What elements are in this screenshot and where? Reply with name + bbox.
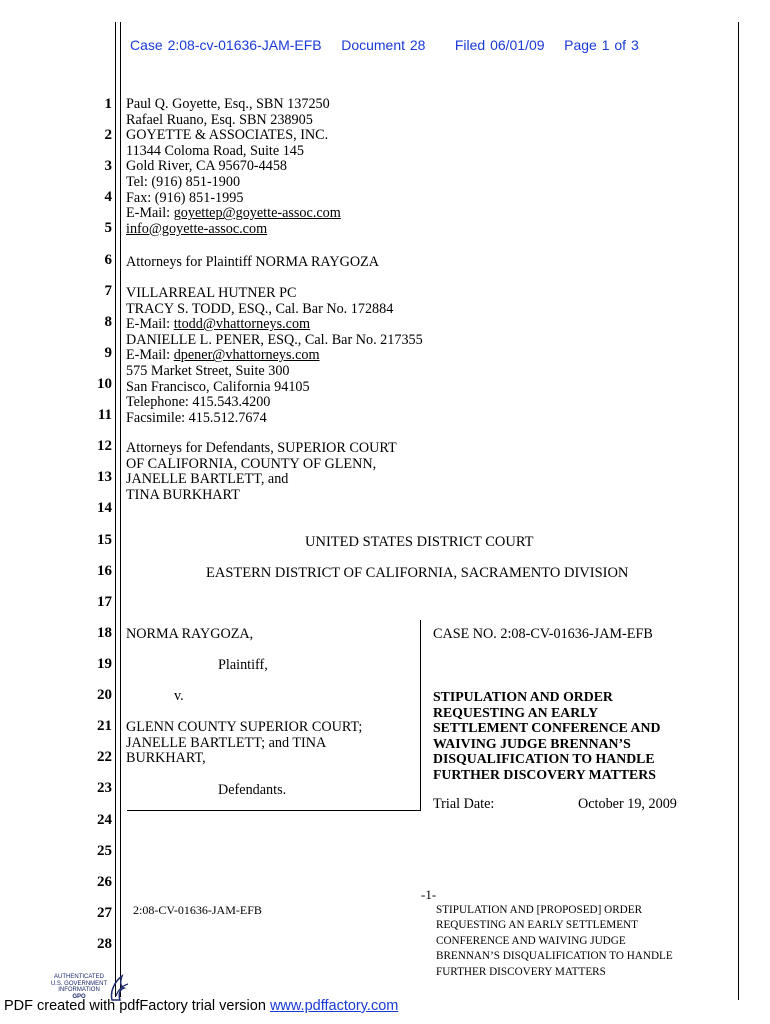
defense-attorney-1: TRACY S. TODD, ESQ., Cal. Bar No. 172884: [126, 300, 394, 317]
email-link-dpener[interactable]: dpener@vhattorneys.com: [173, 347, 320, 364]
caption-horizontal-rule: [127, 810, 421, 811]
line-number: 24: [97, 812, 112, 828]
footer-doc-title: [436, 903, 673, 980]
attorneys-for-line: JANELLE BARTLETT, and: [126, 471, 289, 488]
page-marker: -1-: [421, 887, 437, 902]
title-line: WAIVING JUDGE BRENNAN’S: [433, 735, 631, 751]
counsel-line: Tel: (916) 851-1900: [126, 173, 241, 190]
line-number: 1: [104, 96, 112, 112]
email-label: E-Mail:: [126, 316, 174, 333]
right-margin-rule: [738, 22, 739, 1000]
line-number: 13: [97, 469, 112, 485]
line-number: 9: [104, 345, 112, 361]
document-title: [433, 689, 660, 783]
footer-title-line: STIPULATION AND [PROPOSED] ORDER: [436, 904, 643, 916]
email-label: E-Mail:: [126, 205, 174, 222]
counsel-line: Paul Q. Goyette, Esq., SBN 137250: [126, 96, 330, 112]
line-number: 6: [104, 252, 112, 268]
defendant-line: GLENN COUNTY SUPERIOR COURT;: [126, 719, 363, 735]
header-case: Case 2:08-cv-01636-JAM-EFB: [130, 37, 322, 53]
line-number: 5: [104, 220, 112, 236]
defense-address-1: 575 Market Street, Suite 300: [126, 362, 290, 379]
line-number: 23: [97, 780, 112, 796]
line-number: 17: [97, 594, 112, 610]
counsel-line: Fax: (916) 851-1995: [126, 189, 244, 206]
counsel-line: Rafael Ruano, Esq. SBN 238905: [126, 111, 313, 128]
plaintiff-counsel-block: [126, 97, 341, 237]
defendant-line: BURKHART,: [126, 750, 206, 767]
header-page: Page 1 of 3: [564, 37, 639, 53]
line-number: 7: [104, 283, 112, 299]
left-margin-rule-2: [120, 22, 121, 997]
defense-attorney-2: DANIELLE L. PENER, ESQ., Cal. Bar No. 217355: [126, 331, 423, 348]
defense-facsimile: Facsimile: 415.512.7674: [126, 409, 267, 426]
line-number: 15: [97, 532, 112, 548]
line-number: 19: [97, 656, 112, 672]
email-link-info[interactable]: info@goyette-assoc.com: [126, 220, 268, 237]
attorneys-for-line: TINA BURKHART: [126, 486, 240, 503]
pdf-trial-banner: [4, 998, 398, 1014]
left-margin-rule-1: [115, 22, 116, 997]
caption-versus: v.: [174, 688, 184, 704]
line-number: 21: [97, 718, 112, 734]
defense-counsel-block: [126, 286, 423, 426]
court-district: EASTERN DISTRICT OF CALIFORNIA, SACRAMENTO DIVISION: [206, 565, 629, 581]
line-number: 27: [97, 905, 112, 921]
title-line: DISQUALIFICATION TO HANDLE: [433, 751, 655, 767]
header-document: Document 28: [341, 37, 426, 53]
seal-line: AUTHENTICATED: [54, 974, 104, 980]
caption-vertical-rule: [420, 620, 421, 810]
email-link-ttodd[interactable]: ttodd@vhattorneys.com: [173, 316, 311, 333]
line-number: 22: [97, 749, 112, 765]
line-number: 20: [97, 687, 112, 703]
court-name: UNITED STATES DISTRICT COURT: [305, 534, 534, 550]
counsel-email-line: [126, 348, 423, 364]
line-number: 8: [104, 314, 112, 330]
pdffactory-link[interactable]: www.pdffactory.com: [269, 998, 399, 1014]
counsel-line: Gold River, CA 95670-4458: [126, 158, 288, 175]
title-line: SETTLEMENT CONFERENCE AND: [433, 720, 661, 736]
line-number: 18: [97, 625, 112, 641]
defense-attorneys-for: [126, 441, 397, 503]
case-number: CASE NO. 2:08-CV-01636-JAM-EFB: [433, 626, 653, 642]
title-line: REQUESTING AN EARLY: [433, 704, 599, 720]
pdf-banner-text: PDF created with pdfFactory trial version: [4, 998, 270, 1014]
line-number: 14: [97, 500, 112, 516]
counsel-email-line: [126, 222, 341, 238]
line-number: 16: [97, 563, 112, 579]
line-number: 11: [97, 407, 112, 423]
defendant-line: JANELLE BARTLETT; and TINA: [126, 734, 327, 751]
line-number: 25: [97, 843, 112, 859]
defense-telephone: Telephone: 415.543.4200: [126, 394, 271, 411]
defense-address-2: San Francisco, California 94105: [126, 378, 310, 395]
caption-plaintiff: NORMA RAYGOZA,: [126, 626, 254, 642]
footer-title-line: BRENNAN’S DISQUALIFICATION TO HANDLE: [436, 950, 673, 963]
line-number: 3: [104, 158, 112, 174]
footer-title-line: FURTHER DISCOVERY MATTERS: [436, 965, 606, 978]
email-label: E-Mail:: [126, 347, 174, 364]
trial-date: October 19, 2009: [578, 796, 677, 812]
footer-title-line: CONFERENCE AND WAIVING JUDGE: [436, 934, 626, 947]
header-filed: Filed 06/01/09: [454, 37, 545, 53]
line-number: 2: [104, 127, 112, 143]
line-number: 10: [97, 376, 112, 392]
line-number: 4: [104, 189, 112, 205]
defense-firm: VILLARREAL HUTNER PC: [126, 285, 297, 301]
plaintiff-attorneys-for: Attorneys for Plaintiff NORMA RAYGOZA: [126, 254, 380, 270]
seal-line: U.S. GOVERNMENT: [50, 980, 108, 987]
seal-line: GPO: [72, 993, 86, 1000]
caption-defendants: [126, 720, 362, 767]
counsel-email-line: [126, 317, 423, 333]
footer-title-line: REQUESTING AN EARLY SETTLEMENT: [436, 919, 638, 932]
email-link-goyettep[interactable]: goyettep@goyette-assoc.com: [173, 205, 341, 222]
counsel-email-line: [126, 206, 341, 222]
title-line: FURTHER DISCOVERY MATTERS: [433, 766, 656, 782]
line-number: 26: [97, 874, 112, 890]
seal-line: INFORMATION: [58, 987, 100, 993]
attorneys-for-line: Attorneys for Defendants, SUPERIOR COURT: [126, 440, 397, 456]
footer-case-ref: 2:08-CV-01636-JAM-EFB: [133, 903, 262, 917]
seal-text: [44, 974, 114, 1000]
counsel-line: 11344 Coloma Road, Suite 145: [126, 142, 304, 159]
counsel-line: GOYETTE & ASSOCIATES, INC.: [126, 127, 329, 144]
caption-defendants-role: Defendants.: [218, 782, 287, 798]
caption-plaintiff-role: Plaintiff,: [218, 657, 268, 673]
title-line: STIPULATION AND ORDER: [433, 689, 613, 704]
line-number: 12: [97, 438, 112, 454]
attorneys-for-line: OF CALIFORNIA, COUNTY OF GLENN,: [126, 455, 377, 472]
line-number: 28: [97, 936, 112, 952]
ecf-header: [130, 37, 639, 53]
trial-date-label: Trial Date:: [433, 796, 495, 812]
